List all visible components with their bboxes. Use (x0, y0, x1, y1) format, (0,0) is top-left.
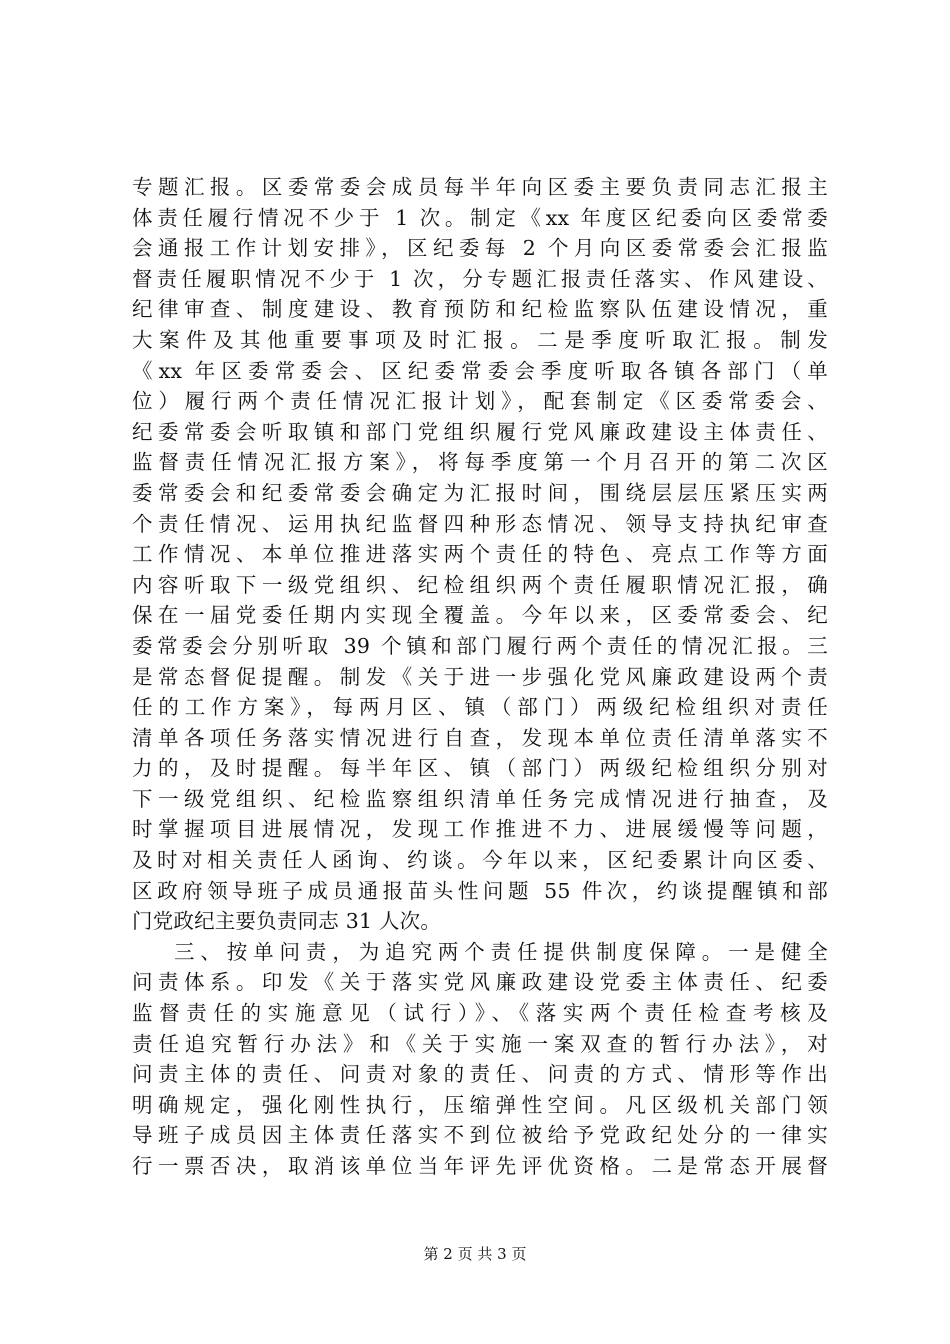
text-line: 内容听取下一级党组织、纪检组织两个责任履职情况汇报，确 (132, 572, 828, 597)
text-line: 工作情况、本单位推进落实两个责任的特色、亮点工作等方面 (132, 542, 828, 567)
text-line: 行一票否决，取消该单位当年评先评优资格。二是常态开展督 (132, 1154, 828, 1178)
text-line: 纪委常委会听取镇和部门党组织履行党风廉政建设主体责任、 (132, 419, 828, 444)
text-line: 任的工作方案》，每两月区、镇（部门）两级纪检组织对责任 (132, 695, 828, 720)
section-heading-line: 三、按单问责，为追究两个责任提供制度保障。一是健全 (174, 939, 828, 964)
text-line: 《xx 年区委常委会、区纪委常委会季度听取各镇各部门（单 (132, 358, 828, 383)
text-line: 门党政纪主要负责同志 31 人次。 (132, 909, 442, 934)
text-line: 监督责任的实施意见（试行）》、《落实两个责任检查考核及 (132, 1001, 828, 1026)
text-line: 个责任情况、运用执纪监督四种形态情况、领导支持执纪审查 (132, 511, 828, 536)
text-line: 问责体系。印发《关于落实党风廉政建设党委主体责任、纪委 (132, 970, 828, 995)
text-line: 委常委会分别听取 39 个镇和部门履行两个责任的情况汇报。三 (132, 633, 828, 658)
text-line: 会通报工作计划安排》，区纪委每 2 个月向区委常委会汇报监 (132, 236, 828, 261)
text-line: 力的，及时提醒。每半年区、镇（部门）两级纪检组织分别对 (132, 756, 828, 781)
text-line: 清单各项任务落实情况进行自查，发现本单位责任清单落实不 (132, 725, 828, 750)
text-line: 下一级党组织、纪检监察组织清单任务完成情况进行抽查，及 (132, 786, 828, 811)
text-line: 是常态督促提醒。制发《关于进一步强化党风廉政建设两个责 (132, 664, 828, 689)
text-line: 监督责任情况汇报方案》，将每季度第一个月召开的第二次区 (132, 450, 828, 475)
text-line: 区政府领导班子成员通报苗头性问题 55 件次，约谈提醒镇和部 (132, 878, 828, 903)
text-line: 专题汇报。区委常委会成员每半年向区委主要负责同志汇报主 (132, 175, 828, 199)
page-number-footer: 第 2 页 共 3 页 (423, 1245, 527, 1263)
text-line: 及时对相关责任人函询、约谈。今年以来，区纪委累计向区委、 (132, 848, 828, 873)
text-line: 位）履行两个责任情况汇报计划》，配套制定《区委常委会、 (132, 389, 828, 414)
text-line: 明确规定，强化刚性执行，压缩弹性空间。凡区级机关部门领 (132, 1092, 828, 1117)
text-line: 大案件及其他重要事项及时汇报。二是季度听取汇报。制发 (132, 327, 828, 352)
text-line: 体责任履行情况不少于 1 次。制定《xx 年度区纪委向区委常委 (132, 205, 828, 230)
document-body (132, 172, 828, 1182)
text-line: 督责任履职情况不少于 1 次，分专题汇报责任落实、作风建设、 (132, 266, 828, 291)
text-line: 责任追究暂行办法》和《关于实施一案双查的暂行办法》，对 (132, 1031, 828, 1056)
text-line: 委常委会和纪委常委会确定为汇报时间，围绕层层压紧压实两 (132, 480, 828, 505)
text-line: 问责主体的责任、问责对象的责任、问责的方式、情形等作出 (132, 1062, 828, 1087)
text-line: 时掌握项目进展情况，发现工作推进不力、进展缓慢等问题， (132, 817, 828, 842)
text-line: 纪律审查、制度建设、教育预防和纪检监察队伍建设情况，重 (132, 297, 828, 322)
text-line: 导班子成员因主体责任落实不到位被给予党政纪处分的一律实 (132, 1123, 828, 1148)
text-line: 保在一届党委任期内实现全覆盖。今年以来，区委常委会、纪 (132, 603, 828, 628)
